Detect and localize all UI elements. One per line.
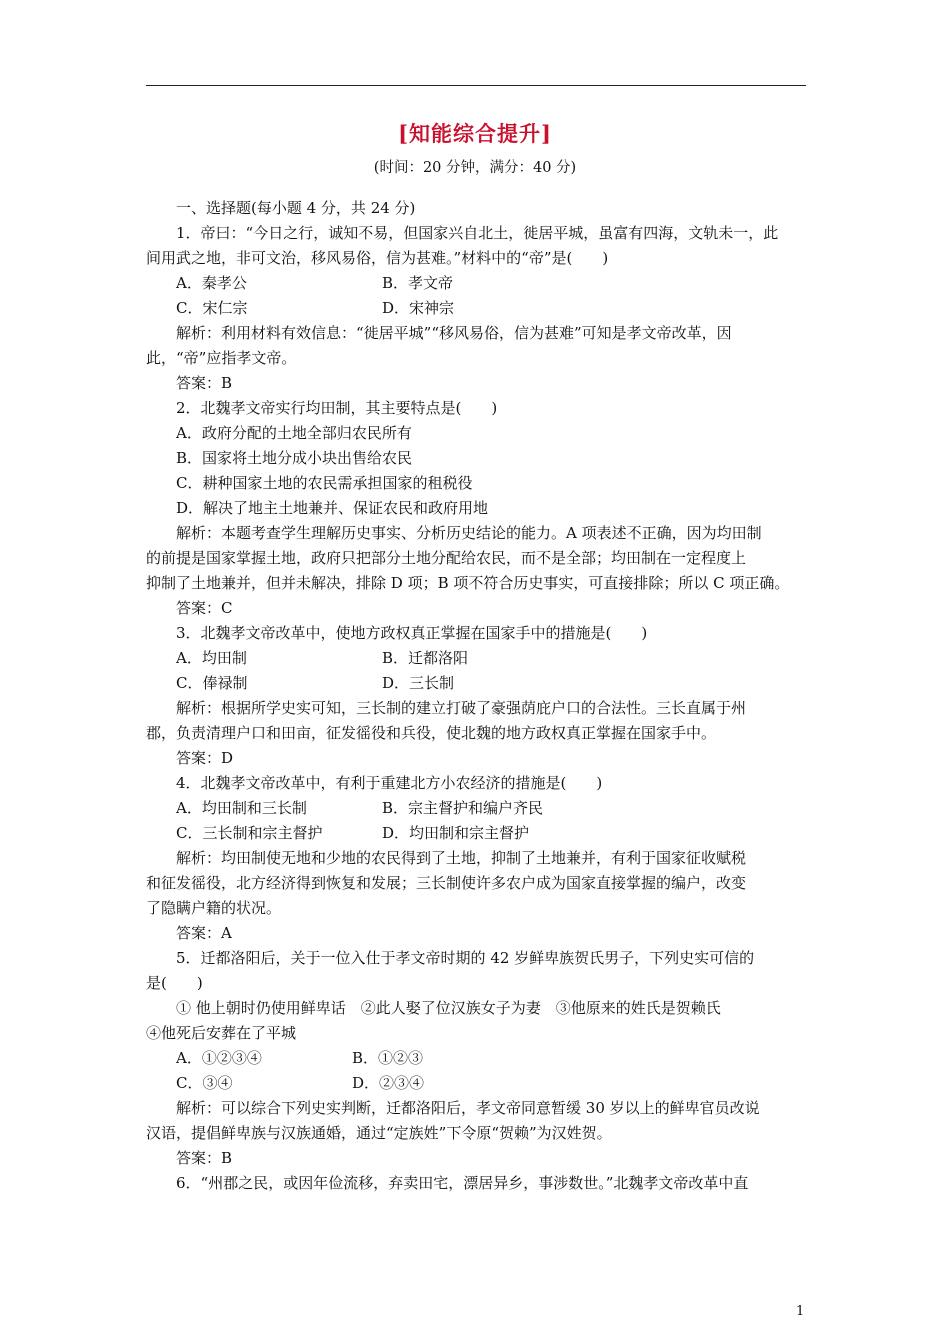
question-2-analysis-cont: 抑制了土地兼并，但并未解决，排除 D 项；B 项不符合历史事实，可直接排除；所以 C 项正确。: [146, 574, 790, 592]
question-4-analysis-cont: 和征发徭役，北方经济得到恢复和发展；三长制使许多农户成为国家直接掌握的编户，改变: [146, 874, 747, 892]
option-b: B．宗主督护和编户齐民: [382, 799, 544, 817]
option-c: C．耕种国家土地的农民需承担国家的租税役: [176, 474, 473, 492]
option-b: B．孝文帝: [382, 274, 454, 292]
question-1-options-ab: [146, 271, 810, 296]
question-3-options-cd: [146, 671, 810, 696]
question-1-analysis: 解析：利用材料有效信息：“徙居平城”“移风易俗，信为甚难”可知是孝文帝改革，因: [176, 324, 732, 342]
question-3-options-ab: [146, 646, 810, 671]
question-4-options-cd: [146, 821, 810, 846]
option-a: A．秦孝公: [176, 274, 247, 292]
page-subtitle: (时间：20 分钟，满分：40 分): [373, 160, 577, 176]
question-1-answer: 答案：B: [176, 374, 233, 392]
question-2-analysis-cont: 的前提是国家掌握土地，政府只把部分土地分配给农民，而不是全部；均田制在一定程度上: [146, 549, 747, 567]
question-1-options-cd: [146, 296, 810, 321]
option-d: D．三长制: [382, 674, 455, 692]
option-c: C．宋仁宗: [176, 299, 248, 317]
option-a: A．均田制和三长制: [176, 799, 307, 817]
question-4-analysis: 解析：均田制使无地和少地的农民得到了土地，抑制了土地兼并，有利于国家征收赋税: [176, 849, 747, 867]
option-b: B．国家将土地分成小块出售给农民: [176, 449, 413, 467]
question-5-options-cd: [146, 1071, 810, 1096]
page-title: [知能综合提升]: [398, 121, 552, 146]
question-2-answer: 答案：C: [176, 599, 233, 617]
question-6-stem: 6．“州郡之民，或因年俭流移，弃卖田宅，漂居异乡，事涉数世。”北魏孝文帝改革中直: [176, 1174, 749, 1192]
question-5-options-ab: [146, 1046, 810, 1071]
question-3-answer: 答案：D: [176, 749, 234, 767]
question-3-stem: 3．北魏孝文帝改革中，使地方政权真正掌握在国家手中的措施是( ): [176, 624, 648, 642]
question-4-options-ab: [146, 796, 810, 821]
option-d: D．②③④: [352, 1074, 425, 1092]
question-5-items: ① 他上朝时仍使用鲜卑话 ②此人娶了位汉族女子为妻 ③他原来的姓氏是贺赖氏: [176, 999, 721, 1017]
question-4-stem: 4．北魏孝文帝改革中，有利于重建北方小农经济的措施是( ): [176, 774, 603, 792]
question-5-analysis-cont: 汉语，提倡鲜卑族与汉族通婚，通过“定族姓”下令原“贺赖”为汉姓贺。: [146, 1124, 612, 1142]
option-d: D．均田制和宗主督护: [382, 824, 530, 842]
option-c: C．三长制和宗主督护: [176, 824, 323, 842]
option-a: A．均田制: [176, 649, 247, 667]
question-4-analysis-cont: 了隐瞒户籍的状况。: [146, 899, 282, 917]
question-2-stem: 2．北魏孝文帝实行均田制，其主要特点是( ): [176, 399, 498, 417]
question-5-stem: 5．迁都洛阳后，关于一位入仕于孝文帝时期的 42 岁鲜卑族贺氏男子，下列史实可信的: [176, 949, 755, 967]
option-c: C．俸禄制: [176, 674, 248, 692]
question-2-analysis: 解析：本题考查学生理解历史事实、分析历史结论的能力。A 项表述不正确，因为均田制: [176, 524, 762, 542]
option-b: B．迁都洛阳: [382, 649, 469, 667]
question-5-stem-cont: 是( ): [146, 974, 203, 992]
question-3-analysis-cont: 郡，负责清理户口和田亩，征发徭役和兵役，使北魏的地方政权真正掌握在国家手中。: [146, 724, 717, 742]
question-5-answer: 答案：B: [176, 1149, 233, 1167]
option-a: A．①②③④: [176, 1049, 262, 1067]
question-1-stem: 1．帝曰：“今日之行，诚知不易，但国家兴自北土，徙居平城，虽富有四海，文轨未一，此: [176, 224, 779, 242]
question-4-answer: 答案：A: [176, 924, 232, 942]
option-b: B．①②③: [352, 1049, 424, 1067]
option-a: A．政府分配的土地全部归农民所有: [176, 424, 412, 442]
question-3-analysis: 解析：根据所学史实可知，三长制的建立打破了豪强荫庇户口的合法性。三长直属于州: [176, 699, 747, 717]
option-c: C．③④: [176, 1074, 233, 1092]
header-rule: [146, 85, 806, 86]
option-d: D．宋神宗: [382, 299, 455, 317]
section-heading: 一、选择题(每小题 4 分，共 24 分): [176, 199, 416, 217]
question-1-analysis-cont: 此，“帝”应指孝文帝。: [146, 349, 297, 367]
question-1-stem-cont: 间用武之地，非可文治，移风易俗，信为甚难。”材料中的“帝”是( ): [146, 249, 609, 267]
document-body: [146, 196, 810, 1196]
option-d: D．解决了地主土地兼并、保证农民和政府用地: [176, 499, 489, 517]
question-5-analysis: 解析：可以综合下列史实判断，迁都洛阳后，孝文帝同意暂缓 30 岁以上的鲜卑官员改说: [176, 1099, 760, 1117]
question-5-items-cont: ④他死后安葬在了平城: [146, 1024, 297, 1042]
page-number: 1: [796, 1304, 805, 1319]
